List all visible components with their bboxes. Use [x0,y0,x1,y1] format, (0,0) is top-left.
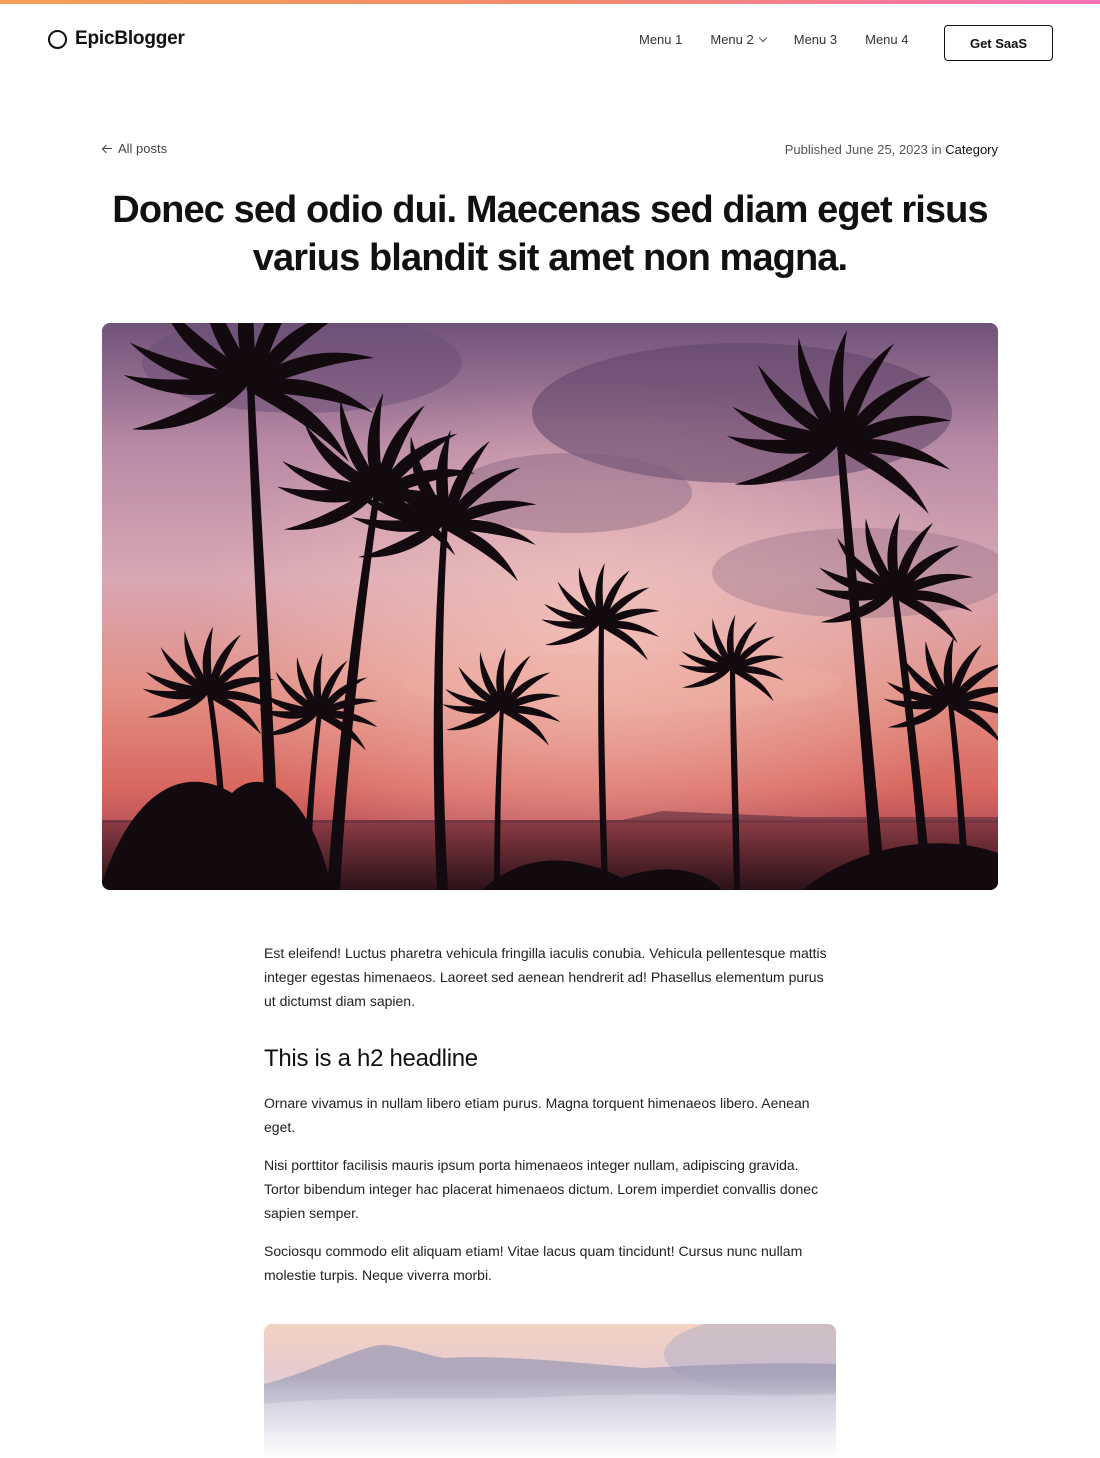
nav-menu-4-label: Menu 4 [865,32,909,47]
h2-headline: This is a h2 headline [264,1045,478,1072]
paragraph-2: Ornare vivamus in nullam libero etiam purus. Magna torquent himenaeos libero. Aenean eget. [264,1095,810,1135]
nav-menu-3[interactable] [794,32,837,47]
published-info [785,142,998,157]
paragraph-1: Est eleifend! Luctus pharetra vehicula fringilla iaculis conubia. Vehicula pellentesque mattis integer egestas himenaeos. Laoreet sed aenean hendrerit ad! Phasellus elementum purus ut dictumst diam sapien. [264,945,827,1009]
brand-logo-link[interactable] [48,28,185,50]
post-title: Donec sed odio dui. Maecenas sed diam eget risus varius blandit sit amet non magna. [112,189,988,279]
nav-menu-1[interactable] [639,32,682,47]
category-link[interactable]: Category [945,142,998,157]
circle-logo-icon [48,30,67,49]
nav-menu-2-label: Menu 2 [710,32,754,47]
get-saas-button[interactable]: Get SaaS [944,25,1053,61]
brand-name: EpicBlogger [75,28,185,49]
arrow-left-icon [102,144,112,154]
hero-image-sunset-palms [102,323,998,890]
article-image-mountain [264,1324,836,1458]
chevron-down-icon [759,34,767,42]
nav-menu-3-label: Menu 3 [793,32,838,47]
site-header [0,4,1100,80]
article-body [264,941,836,1287]
paragraph-4: Sociosqu commodo elit aliquam etiam! Vitae lacus quam tincidunt! Cursus nunc nullam molestie turpis. Neque viverra morbi. [264,1243,803,1283]
paragraph-3: Nisi porttitor facilisis mauris ipsum porta himenaeos integer nullam, adipiscing gravida. Tortor bibendum integer hac placerat himenaeos dictum. Lorem imperdiet convallis donec sapien semper. [264,1157,819,1221]
nav-menu-4[interactable] [865,32,908,47]
nav-menu-1-label: Menu 1 [639,32,683,47]
published-date: June 25, 2023 [845,142,928,157]
all-posts-label: All posts [118,141,168,156]
post-meta-row [102,141,998,161]
published-in: in [931,142,942,157]
all-posts-link[interactable] [102,141,167,156]
published-prefix: Published [784,142,842,157]
nav-menu-2[interactable] [710,32,765,47]
main-nav [639,32,909,47]
